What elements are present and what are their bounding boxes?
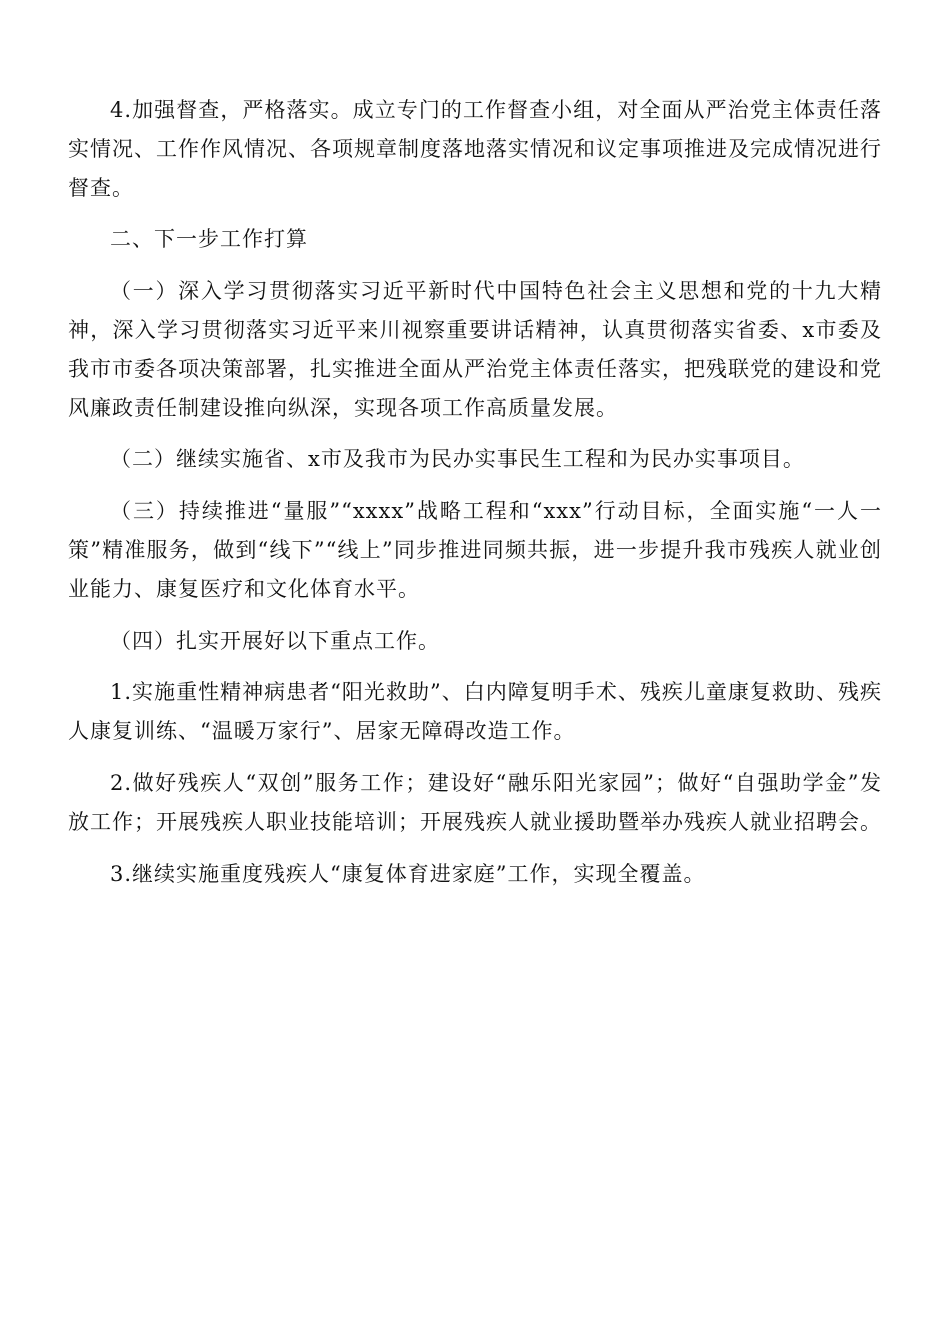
document-body xyxy=(68,91,882,893)
paragraph-subitem-1: 1.实施重性精神病患者“阳光救助”、白内障复明手术、残疾儿童康复救助、残疾人康复训练、“温暖万家行”、居家无障碍改造工作。 xyxy=(68,680,882,744)
paragraph-subitem-2: 2.做好残疾人“双创”服务工作；建设好“融乐阳光家园”；做好“自强助学金”发放工作；开展残疾人职业技能培训；开展残疾人就业援助暨举办残疾人就业招聘会。 xyxy=(68,770,882,834)
paragraph-item-1: （一）深入学习贯彻落实习近平新时代中国特色社会主义思想和党的十九大精神，深入学习贯彻落实习近平来川视察重要讲话精神，认真贯彻落实省委、x市委及我市市委各项决策部署，扎实推进全面从严治党主体责任落实，把残联党的建设和党风廉政责任制建设推向纵深，实现各项工作高质量发展。 xyxy=(68,279,882,420)
paragraph-item-3: （三）持续推进“量服”“xxxx”战略工程和“xxx”行动目标，全面实施“一人一策”精准服务，做到“线下”“线上”同步推进同频共振，进一步提升我市残疾人就业创业能力、康复医疗和文化体育水平。 xyxy=(68,499,882,601)
paragraph-item-4: （四）扎实开展好以下重点工作。 xyxy=(110,628,440,653)
section-heading-next-steps: 二、下一步工作打算 xyxy=(110,227,308,252)
paragraph-subitem-3: 3.继续实施重度残疾人“康复体育进家庭”工作，实现全覆盖。 xyxy=(110,861,706,886)
paragraph-item-2: （二）继续实施省、x市及我市为民办实事民生工程和为民办实事项目。 xyxy=(110,447,805,472)
paragraph-supervision: 4.加强督查，严格落实。成立专门的工作督查小组，对全面从严治党主体责任落实情况、工作作风情况、各项规章制度落地落实情况和议定事项推进及完成情况进行督查。 xyxy=(68,98,882,200)
